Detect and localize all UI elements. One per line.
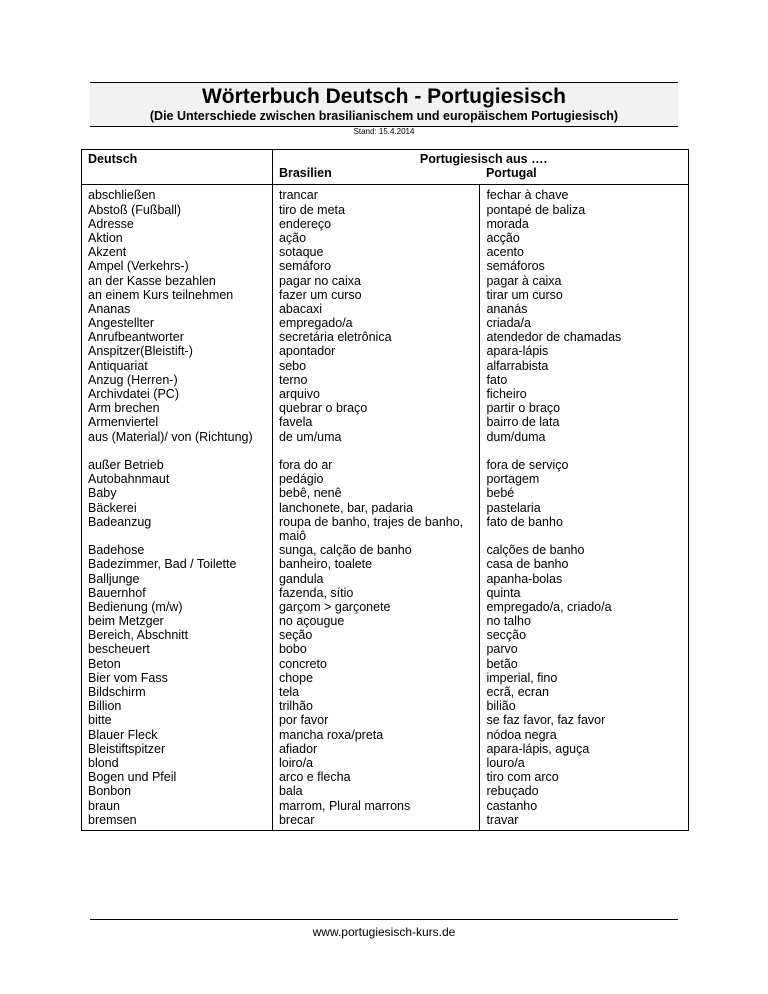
european-term: tiro com arco <box>486 770 559 785</box>
german-term: Anspitzer(Bleistift-) <box>88 344 193 359</box>
german-term: an einem Kurs teilnehmen <box>88 287 234 302</box>
column-header-portugiesisch: Portugiesisch aus …. <box>272 150 688 167</box>
german-term: Bonbon <box>88 784 132 799</box>
brazilian-term: roupa de banho, trajes de banho, maiô <box>278 514 464 543</box>
german-term: Bäckerei <box>88 500 137 515</box>
brazilian-term: trancar <box>278 188 318 203</box>
brazilian-term: semáforo <box>278 259 332 274</box>
german-term: abschließen <box>88 188 156 203</box>
european-term: rebuçado <box>486 784 539 799</box>
german-term: außer Betrieb <box>88 457 164 472</box>
german-term: Anzug (Herren-) <box>88 372 178 387</box>
brazilian-term: secretária eletrônica <box>278 330 392 345</box>
brazilian-term: pedágio <box>278 472 324 487</box>
brasilien-column <box>272 185 479 830</box>
european-term: castanho <box>486 798 538 813</box>
european-term: se faz favor, faz favor <box>486 713 606 728</box>
brazilian-term: favela <box>278 415 313 430</box>
german-term: Bereich, Abschnitt <box>88 628 189 643</box>
european-term: apara-lápis <box>486 344 549 359</box>
european-term: acção <box>486 230 520 245</box>
german-term: Badezimmer, Bad / Toilette <box>88 557 237 572</box>
german-term: Bleistiftspitzer <box>88 741 166 756</box>
german-term: Autobahnmaut <box>88 472 170 487</box>
european-term: ananás <box>486 301 528 316</box>
european-term: parvo <box>486 642 518 657</box>
brazilian-term: brecar <box>278 812 315 827</box>
german-term: Baby <box>88 486 117 501</box>
european-term: travar <box>486 812 519 827</box>
table-header-row <box>82 150 689 167</box>
brazilian-term: ação <box>278 230 307 245</box>
european-term: casa de banho <box>486 557 569 572</box>
footer-divider <box>90 919 678 920</box>
german-term: braun <box>88 798 120 813</box>
german-term: bremsen <box>88 812 137 827</box>
german-term: Bogen und Pfeil <box>88 770 177 785</box>
german-term: Aktion <box>88 230 123 245</box>
german-term: Adresse <box>88 216 134 231</box>
european-term: pontapé de baliza <box>486 202 586 217</box>
brazilian-term: por favor <box>278 713 329 728</box>
european-term: betão <box>486 656 518 671</box>
european-term: apanha-bolas <box>486 571 563 586</box>
german-term: Armenviertel <box>88 415 159 430</box>
brazilian-term: de um/uma <box>278 429 342 444</box>
european-term: criada/a <box>486 316 531 331</box>
title-banner <box>90 82 678 127</box>
german-term: Abstoß (Fußball) <box>88 202 182 217</box>
european-term: semáforos <box>486 259 545 274</box>
german-term: bescheuert <box>88 642 150 657</box>
german-term: Balljunge <box>88 571 140 586</box>
european-term: fechar à chave <box>486 188 569 203</box>
german-term: bitte <box>88 713 112 728</box>
portugal-column <box>480 185 689 830</box>
brazilian-term: sotaque <box>278 245 324 260</box>
european-term: tirar um curso <box>486 287 563 302</box>
german-term: Bildschirm <box>88 685 146 699</box>
german-term: beim Metzger <box>88 614 164 629</box>
european-term: secção <box>486 628 527 643</box>
brazilian-term: arco e flecha <box>278 770 351 785</box>
german-term: Arm brechen <box>88 401 160 416</box>
european-term: no talho <box>486 614 531 629</box>
brazilian-term: garçom > garçonete <box>278 599 391 614</box>
european-term: nódoa negra <box>486 727 557 742</box>
table-body-row <box>82 185 689 830</box>
european-term: atendedor de chamadas <box>486 330 622 345</box>
brazilian-term: tela <box>278 685 300 699</box>
european-term: dum/duma <box>486 429 546 444</box>
brazilian-term: bebê, nenê <box>278 486 342 501</box>
brazilian-term: endereço <box>278 216 332 231</box>
european-term: bebé <box>486 486 515 501</box>
german-term: Ananas <box>88 301 131 316</box>
european-term: empregado/a, criado/a <box>486 599 612 614</box>
german-term: aus (Material)/ von (Richtung) <box>88 429 253 444</box>
european-term: fato de banho <box>486 514 563 529</box>
german-term: blond <box>88 755 119 770</box>
european-term: bilião <box>486 699 516 714</box>
brazilian-term: no açougue <box>278 614 345 629</box>
brazilian-term: mancha roxa/preta <box>278 727 384 742</box>
brazilian-term: terno <box>278 372 308 387</box>
page-title: Wörterbuch Deutsch - Portugiesisch <box>201 85 567 108</box>
german-term: Badeanzug <box>88 514 152 529</box>
european-term: morada <box>486 216 529 231</box>
brazilian-term: banheiro, toalete <box>278 557 373 572</box>
brazilian-term: empregado/a <box>278 316 353 331</box>
brazilian-term: seção <box>278 628 313 643</box>
german-term: Angestellter <box>88 316 155 331</box>
european-term: portagem <box>486 472 540 487</box>
brazilian-term: fora do ar <box>278 457 333 472</box>
footer-url: www.portugiesisch-kurs.de <box>312 925 456 939</box>
brazilian-term: afiador <box>278 741 318 756</box>
german-term: Antiquariat <box>88 358 148 373</box>
dictionary-table <box>81 149 689 831</box>
german-term: Badehose <box>88 543 145 558</box>
german-term: Blauer Fleck <box>88 727 158 742</box>
german-term: Bier vom Fass <box>88 670 168 685</box>
european-term: bairro de lata <box>486 415 560 430</box>
european-term: fora de serviço <box>486 457 569 472</box>
german-term: Beton <box>88 656 121 671</box>
european-term: pastelaria <box>486 500 541 515</box>
brazilian-term: marrom, Plural marrons <box>278 798 411 813</box>
page-subtitle: (Die Unterschiede zwischen brasilianischem und europäischem Portugiesisch) <box>149 109 619 123</box>
german-term: Bedienung (m/w) <box>88 599 183 614</box>
brazilian-term: sunga, calção de banho <box>278 543 412 558</box>
brazilian-term: quebrar o braço <box>278 401 368 416</box>
brazilian-term: arquivo <box>278 387 320 402</box>
brazilian-term: apontador <box>278 344 336 359</box>
brazilian-term: bala <box>278 784 303 799</box>
column-header-brasilien: Brasilien <box>272 166 479 185</box>
european-term: ecrã, ecran <box>486 685 549 699</box>
brazilian-term: bobo <box>278 642 307 657</box>
european-term: alfarrabista <box>486 358 549 373</box>
brazilian-term: loiro/a <box>278 755 314 770</box>
brazilian-term: fazenda, sítio <box>278 585 354 600</box>
column-header-deutsch: Deutsch <box>82 150 273 185</box>
brazilian-term: fazer um curso <box>278 287 362 302</box>
european-term: quinta <box>486 585 521 600</box>
european-term: apara-lápis, aguça <box>486 741 590 756</box>
european-term: acento <box>486 245 524 260</box>
european-term: calções de banho <box>486 543 585 558</box>
german-term: Billion <box>88 699 122 714</box>
german-term: an der Kasse bezahlen <box>88 273 216 288</box>
brazilian-term: chope <box>278 670 314 685</box>
german-term: Ampel (Verkehrs-) <box>88 259 189 274</box>
european-term: louro/a <box>486 755 525 770</box>
european-term: fato <box>486 372 508 387</box>
brazilian-term: gandula <box>278 571 324 586</box>
brazilian-term: tiro de meta <box>278 202 345 217</box>
german-term: Akzent <box>88 245 127 260</box>
column-header-portugal: Portugal <box>480 166 689 185</box>
brazilian-term: pagar no caixa <box>278 273 361 288</box>
brazilian-term: sebo <box>278 358 307 373</box>
european-term: imperial, fino <box>486 670 558 685</box>
brazilian-term: concreto <box>278 656 327 671</box>
brazilian-term: lanchonete, bar, padaria <box>278 500 414 515</box>
date-stamp: Stand: 15.4.2014 <box>353 127 415 136</box>
european-term: partir o braço <box>486 401 561 416</box>
european-term: ficheiro <box>486 387 527 402</box>
deutsch-column <box>82 185 273 830</box>
german-term: Archivdatei (PC) <box>88 387 179 402</box>
german-term: Anrufbeantworter <box>88 330 184 345</box>
european-term: pagar à caixa <box>486 273 562 288</box>
german-term: Bauernhof <box>88 585 146 600</box>
brazilian-term: trilhão <box>278 699 314 714</box>
brazilian-term: abacaxi <box>278 301 323 316</box>
